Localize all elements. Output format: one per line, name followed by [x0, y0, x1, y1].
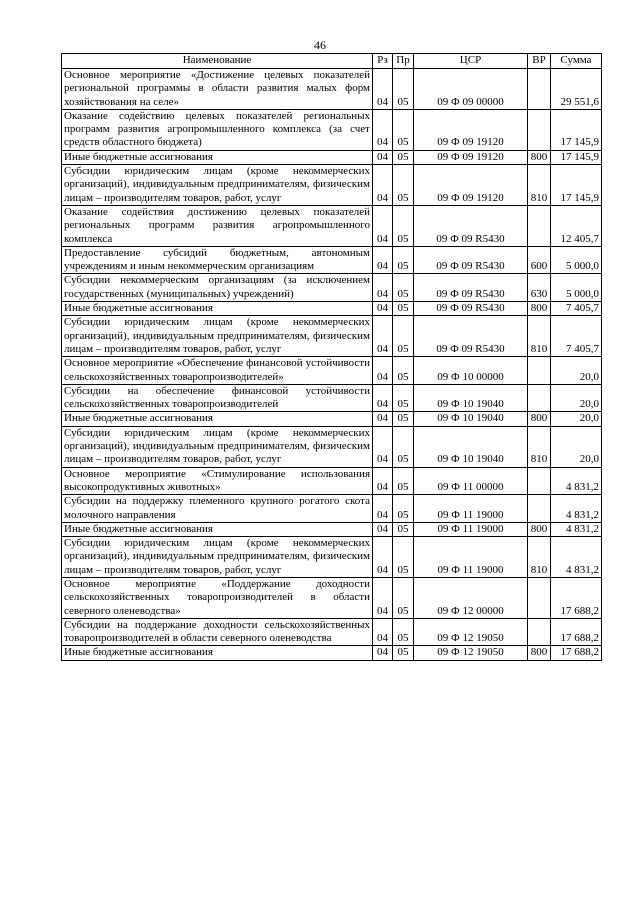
cell-pr: 05 [393, 357, 414, 385]
cell-pr: 05 [393, 646, 414, 660]
table-row [62, 69, 602, 110]
cell-rz: 04 [373, 205, 393, 246]
table-row [62, 205, 602, 246]
table-row [62, 618, 602, 646]
cell-sum: 4 831,2 [551, 522, 602, 536]
cell-pr: 05 [393, 426, 414, 467]
cell-pr: 05 [393, 69, 414, 110]
table-row [62, 646, 602, 660]
cell-rz: 04 [373, 150, 393, 164]
cell-vr [528, 205, 551, 246]
page-number: 46 [314, 38, 326, 52]
cell-csr: 09 Ф 09 19120 [414, 109, 528, 150]
table-row [62, 384, 602, 412]
cell-csr: 09 Ф 12 19050 [414, 618, 528, 646]
cell-vr [528, 384, 551, 412]
cell-rz: 04 [373, 577, 393, 618]
cell-rz: 04 [373, 246, 393, 274]
header-csr: ЦСР [414, 54, 528, 69]
cell-pr: 05 [393, 522, 414, 536]
cell-rz: 04 [373, 316, 393, 357]
cell-sum: 7 405,7 [551, 316, 602, 357]
header-vr: ВР [528, 54, 551, 69]
budget-table [61, 53, 602, 661]
cell-csr: 09 Ф 11 19000 [414, 537, 528, 578]
cell-sum: 20,0 [551, 426, 602, 467]
table-row [62, 467, 602, 495]
cell-name: Иные бюджетные ассигнования [62, 522, 373, 536]
cell-vr: 800 [528, 522, 551, 536]
cell-sum: 12 405,7 [551, 205, 602, 246]
cell-vr [528, 357, 551, 385]
cell-sum: 20,0 [551, 412, 602, 426]
cell-vr [528, 495, 551, 523]
cell-name: Иные бюджетные ассигнования [62, 646, 373, 660]
cell-vr: 800 [528, 646, 551, 660]
cell-sum: 4 831,2 [551, 495, 602, 523]
cell-pr: 05 [393, 412, 414, 426]
cell-sum: 17 145,9 [551, 165, 602, 206]
cell-vr: 800 [528, 150, 551, 164]
cell-name: Основное мероприятие «Поддержание доходности сельскохозяйственных товаропроизводителей в области северного оленеводства» [62, 577, 373, 618]
cell-vr: 810 [528, 316, 551, 357]
cell-vr: 630 [528, 274, 551, 302]
cell-csr: 09 Ф 09 19120 [414, 150, 528, 164]
cell-sum: 17 688,2 [551, 646, 602, 660]
cell-pr: 05 [393, 316, 414, 357]
cell-sum: 4 831,2 [551, 537, 602, 578]
cell-csr: 09 Ф 11 19000 [414, 522, 528, 536]
cell-rz: 04 [373, 302, 393, 316]
cell-sum: 5 000,0 [551, 274, 602, 302]
table-row [62, 165, 602, 206]
cell-name: Субсидии на обеспечение финансовой устойчивости сельскохозяйственных товаропроизводителей [62, 384, 373, 412]
cell-vr [528, 69, 551, 110]
cell-name: Субсидии некоммерческим организациям (за исключением государственных (муниципальных) учреждений) [62, 274, 373, 302]
cell-csr: 09 Ф 09 00000 [414, 69, 528, 110]
cell-name: Субсидии юридическим лицам (кроме некоммерческих организаций), индивидуальным предпринимателям, физическим лицам – производителям товаров, работ, услуг [62, 537, 373, 578]
cell-vr: 800 [528, 302, 551, 316]
cell-pr: 05 [393, 109, 414, 150]
cell-csr: 09 Ф 10 19040 [414, 426, 528, 467]
cell-csr: 09 Ф 10 19040 [414, 412, 528, 426]
table-row [62, 412, 602, 426]
cell-csr: 09 Ф 10 00000 [414, 357, 528, 385]
cell-rz: 04 [373, 537, 393, 578]
cell-rz: 04 [373, 522, 393, 536]
cell-name: Основное мероприятие «Стимулирование использования высокопродуктивных животных» [62, 467, 373, 495]
cell-rz: 04 [373, 646, 393, 660]
cell-pr: 05 [393, 246, 414, 274]
cell-name: Субсидии на поддержку племенного крупного рогатого скота молочного направления [62, 495, 373, 523]
cell-vr: 810 [528, 537, 551, 578]
cell-vr [528, 618, 551, 646]
table-row [62, 426, 602, 467]
cell-sum: 20,0 [551, 384, 602, 412]
table-row [62, 109, 602, 150]
header-pr: Пр [393, 54, 414, 69]
cell-pr: 05 [393, 577, 414, 618]
cell-name: Иные бюджетные ассигнования [62, 150, 373, 164]
cell-name: Основное мероприятие «Достижение целевых показателей региональной программы в области развития малых форм хозяйствования на селе» [62, 69, 373, 110]
cell-rz: 04 [373, 467, 393, 495]
cell-csr: 09 Ф 09 R5430 [414, 274, 528, 302]
cell-pr: 05 [393, 165, 414, 206]
cell-csr: 09 Ф 11 19000 [414, 495, 528, 523]
cell-csr: 09 Ф 09 R5430 [414, 205, 528, 246]
cell-name: Оказание содействию целевых показателей региональных программ развития агропромышленного комплекса (за счет средств областного бюджета) [62, 109, 373, 150]
table-row [62, 495, 602, 523]
cell-vr: 810 [528, 426, 551, 467]
cell-pr: 05 [393, 205, 414, 246]
cell-vr [528, 109, 551, 150]
cell-pr: 05 [393, 467, 414, 495]
cell-sum: 7 405,7 [551, 302, 602, 316]
cell-csr: 09 Ф 12 00000 [414, 577, 528, 618]
cell-pr: 05 [393, 150, 414, 164]
table-row [62, 150, 602, 164]
table-header-row [62, 54, 602, 69]
cell-sum: 4 831,2 [551, 467, 602, 495]
cell-csr: 09 Ф 09 R5430 [414, 302, 528, 316]
cell-name: Иные бюджетные ассигнования [62, 302, 373, 316]
cell-rz: 04 [373, 274, 393, 302]
table-row [62, 522, 602, 536]
cell-name: Субсидии юридическим лицам (кроме некоммерческих организаций), индивидуальным предпринимателям, физическим лицам – производителям товаров, работ, услуг [62, 165, 373, 206]
cell-rz: 04 [373, 495, 393, 523]
cell-rz: 04 [373, 384, 393, 412]
cell-name: Предоставление субсидий бюджетным, автономным учреждениям и иным некоммерческим организациям [62, 246, 373, 274]
cell-sum: 29 551,6 [551, 69, 602, 110]
cell-name: Субсидии на поддержание доходности сельскохозяйственных товаропроизводителей в области северного оленеводства [62, 618, 373, 646]
cell-pr: 05 [393, 537, 414, 578]
cell-vr: 600 [528, 246, 551, 274]
cell-vr [528, 467, 551, 495]
cell-rz: 04 [373, 357, 393, 385]
cell-pr: 05 [393, 618, 414, 646]
cell-name: Субсидии юридическим лицам (кроме некоммерческих организаций), индивидуальным предпринимателям, физическим лицам – производителям товаров, работ, услуг [62, 316, 373, 357]
cell-pr: 05 [393, 384, 414, 412]
table-row [62, 537, 602, 578]
cell-vr: 810 [528, 165, 551, 206]
cell-sum: 17 145,9 [551, 150, 602, 164]
cell-csr: 09 Ф 09 R5430 [414, 246, 528, 274]
cell-csr: 09 Ф 10 19040 [414, 384, 528, 412]
cell-rz: 04 [373, 412, 393, 426]
table-row [62, 246, 602, 274]
cell-rz: 04 [373, 618, 393, 646]
cell-pr: 05 [393, 302, 414, 316]
table-row [62, 274, 602, 302]
header-name: Наименование [62, 54, 373, 69]
cell-sum: 5 000,0 [551, 246, 602, 274]
cell-sum: 17 688,2 [551, 577, 602, 618]
cell-rz: 04 [373, 426, 393, 467]
cell-rz: 04 [373, 165, 393, 206]
cell-vr: 800 [528, 412, 551, 426]
header-sum: Сумма [551, 54, 602, 69]
cell-sum: 17 688,2 [551, 618, 602, 646]
table-row [62, 302, 602, 316]
cell-sum: 17 145,9 [551, 109, 602, 150]
table-row [62, 577, 602, 618]
table-row [62, 357, 602, 385]
cell-csr: 09 Ф 12 19050 [414, 646, 528, 660]
cell-csr: 09 Ф 09 R5430 [414, 316, 528, 357]
cell-csr: 09 Ф 11 00000 [414, 467, 528, 495]
table-row [62, 316, 602, 357]
cell-pr: 05 [393, 274, 414, 302]
cell-rz: 04 [373, 69, 393, 110]
cell-name: Субсидии юридическим лицам (кроме некоммерческих организаций), индивидуальным предпринимателям, физическим лицам – производителям товаров, работ, услуг [62, 426, 373, 467]
cell-rz: 04 [373, 109, 393, 150]
cell-name: Основное мероприятие «Обеспечение финансовой устойчивости сельскохозяйственных товаропроизводителей» [62, 357, 373, 385]
header-rz: Рз [373, 54, 393, 69]
cell-name: Иные бюджетные ассигнования [62, 412, 373, 426]
cell-sum: 20,0 [551, 357, 602, 385]
cell-csr: 09 Ф 09 19120 [414, 165, 528, 206]
cell-name: Оказание содействия достижению целевых показателей региональных программ развития агропромышленного комплекса [62, 205, 373, 246]
cell-vr [528, 577, 551, 618]
cell-pr: 05 [393, 495, 414, 523]
